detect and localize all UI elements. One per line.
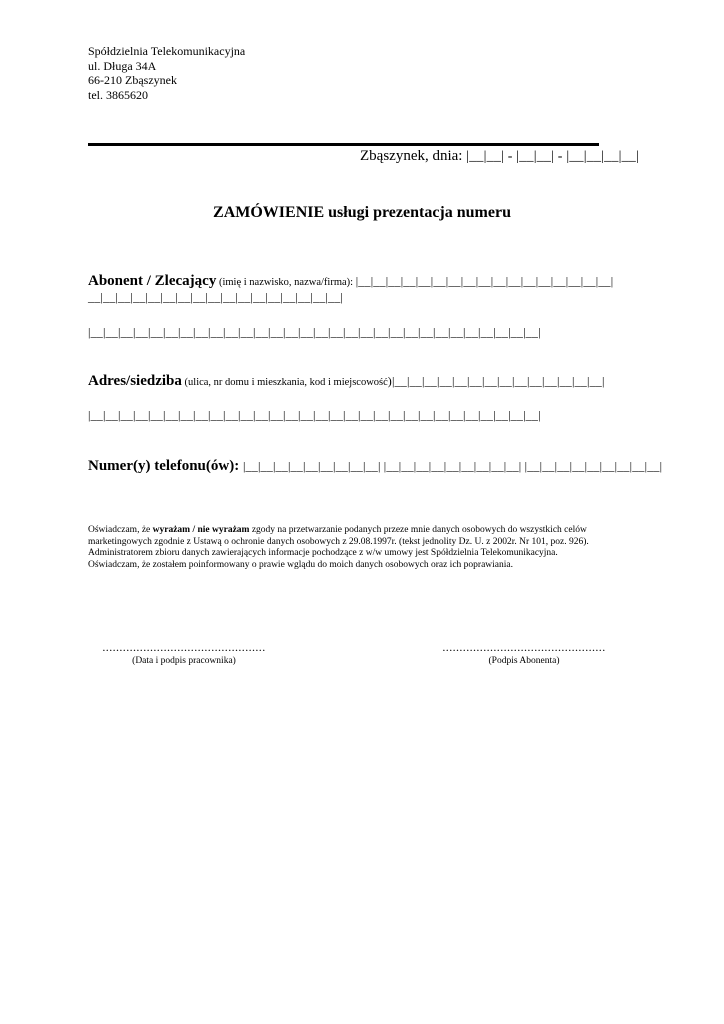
statement-line-4: Oświadczam, że zostałem poinformowany o prawie wglądu do moich danych osobowych oraz ich poprawiania. xyxy=(88,559,513,570)
subscriber-signature-caption: (Podpis Abonenta) xyxy=(488,656,560,666)
company-postal: 66-210 Zbąszynek xyxy=(88,73,177,87)
subscriber-boxes-3[interactable]: |__|__|__|__|__|__|__|__|__|__|__|__|__|__|__|__|__|__|__|__|__|__|__|__|__|__|__|__|__|__| xyxy=(88,325,541,339)
company-name: Spółdzielnia Telekomunikacyjna xyxy=(88,44,246,58)
phones-boxes[interactable]: |__|__|__|__|__|__|__|__|__| |__|__|__|__|__|__|__|__|__| |__|__|__|__|__|__|__|__|__| xyxy=(242,459,663,473)
statement-bold-choice: wyrażam / nie wyrażam xyxy=(152,525,250,535)
date-line xyxy=(360,148,639,165)
employee-signature-caption: (Data i podpis pracownika) xyxy=(132,656,236,666)
statement-line-1 xyxy=(88,525,648,537)
subscriber-field xyxy=(88,272,613,290)
statement-line-2: marketingowych zgodnie z Ustawą o ochronie danych osobowych z 29.08.1997r. (tekst jednolity Dz. U. z 2002r. Nr 101, poz. 926). xyxy=(88,536,589,547)
statement-post: zgody na przetwarzanie podanych przeze mnie danych osobowych do wszystkich celów xyxy=(249,525,587,535)
header-rule xyxy=(88,143,599,146)
address-field xyxy=(88,372,605,390)
subscriber-boxes-2[interactable]: __|__|__|__|__|__|__|__|__|__|__|__|__|__|__|__|__| xyxy=(88,290,344,304)
phones-field xyxy=(88,457,662,475)
subscriber-signature-dots[interactable]: ................................................ xyxy=(442,640,606,654)
date-label: Zbąszynek, dnia: xyxy=(360,148,463,164)
subscriber-label: Abonent / Zlecający xyxy=(88,273,217,289)
title-rest: usługi prezentacja numeru xyxy=(324,204,511,221)
subscriber-signature xyxy=(426,640,622,666)
employee-signature-dots[interactable]: ................................................ xyxy=(102,640,266,654)
address-boxes-2[interactable]: |__|__|__|__|__|__|__|__|__|__|__|__|__|__|__|__|__|__|__|__|__|__|__|__|__|__|__|__|__|__| xyxy=(88,408,541,422)
company-header xyxy=(88,44,245,102)
address-hint: (ulica, nr domu i mieszkania, kod i miejscowość xyxy=(181,377,388,388)
statement-line-3: Administratorem zbioru danych zawierających informacje pochodzące z w/w umowy jest Spółdzielnia Telekomunikacyjna. xyxy=(88,548,558,559)
date-boxes[interactable]: |__|__| - |__|__| - |__|__|__|__| xyxy=(466,149,639,164)
statement-pre: Oświadczam, że xyxy=(88,525,153,535)
phones-label: Numer(y) telefonu(ów): xyxy=(88,458,243,474)
employee-signature xyxy=(88,640,280,666)
consent-statement xyxy=(88,525,648,571)
subscriber-hint: (imię i nazwisko, nazwa/firma): xyxy=(216,277,356,288)
subscriber-boxes-1[interactable]: |__|__|__|__|__|__|__|__|__|__|__|__|__|__|__|__|__| xyxy=(355,274,614,288)
company-phone: tel. 3865620 xyxy=(88,87,148,102)
title-bold: ZAMÓWIENIE xyxy=(213,204,325,221)
address-boxes-1[interactable]: )|__|__|__|__|__|__|__|__|__|__|__|__|__|__| xyxy=(387,374,605,388)
document-title xyxy=(0,204,724,222)
company-street: ul. Długa 34A xyxy=(88,58,157,73)
address-label: Adres/siedziba xyxy=(88,373,182,389)
